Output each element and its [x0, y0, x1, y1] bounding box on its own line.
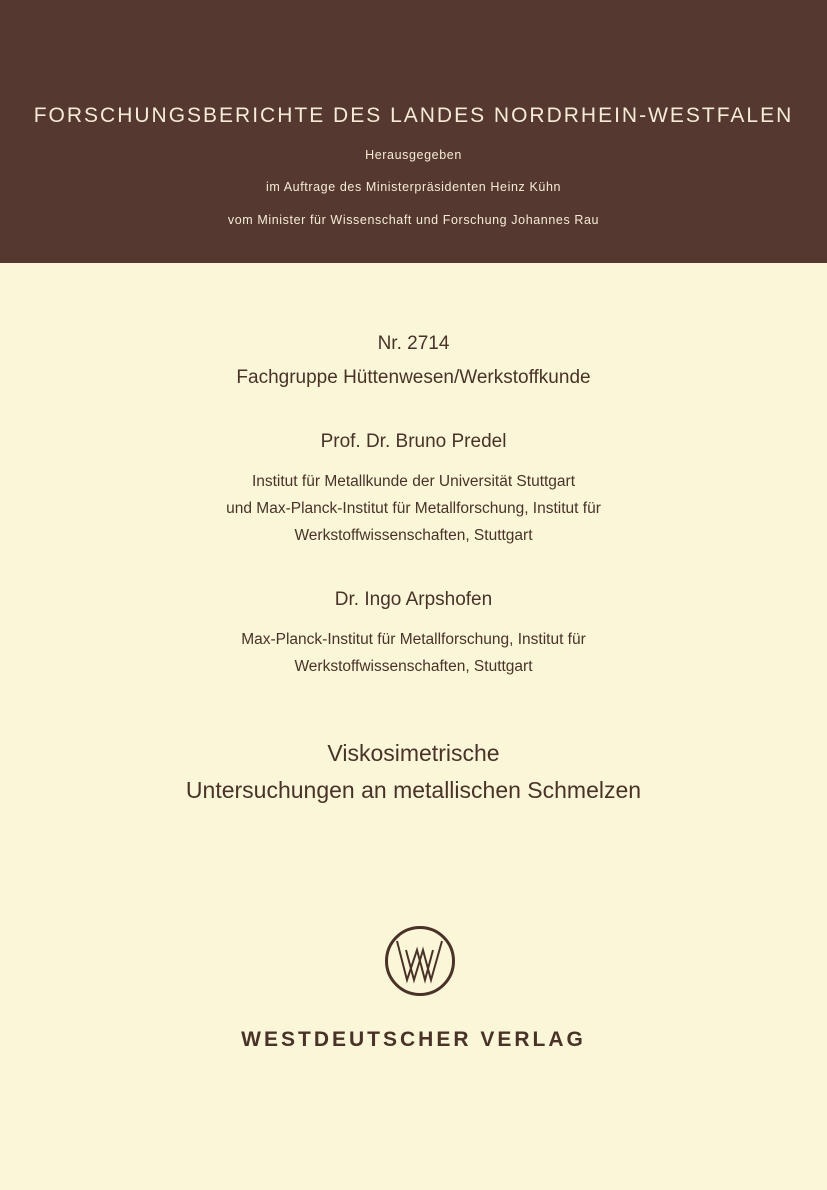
author1-affil-line: Werkstoffwissenschaften, Stuttgart [294, 527, 533, 544]
book-title-line: Untersuchungen an metallischen Schmelzen [185, 777, 642, 803]
author1-affil-line: und Max-Planck-Institut für Metallforschung, Institut für [226, 500, 601, 517]
header-band [0, 0, 827, 263]
subject-group: Fachgruppe Hüttenwesen/Werkstoffkunde [236, 367, 591, 388]
author2-name: Dr. Ingo Arpshofen [334, 589, 493, 610]
author1-name: Prof. Dr. Bruno Predel [320, 431, 507, 452]
header-line-auftrag: im Auftrage des Ministerpräsidenten Heinz Kühn [265, 180, 562, 194]
header-line-herausgegeben: Herausgegeben [365, 148, 462, 162]
author2-affil-line: Max-Planck-Institut für Metallforschung, Institut für [241, 631, 586, 648]
publisher-logo-icon [384, 925, 456, 997]
book-title-line: Viskosimetrische [327, 740, 500, 766]
report-number: Nr. 2714 [377, 333, 450, 354]
author2-affil-line: Werkstoffwissenschaften, Stuttgart [294, 658, 533, 675]
author1-affil-line: Institut für Metallkunde der Universität Stuttgart [251, 473, 576, 490]
header-line-minister: vom Minister für Wissenschaft und Forschung Johannes Rau [227, 213, 600, 227]
series-title: FORSCHUNGSBERICHTE DES LANDES NORDRHEIN-WESTFALEN [33, 104, 794, 127]
publisher-name: WESTDEUTSCHER VERLAG [241, 1028, 586, 1051]
